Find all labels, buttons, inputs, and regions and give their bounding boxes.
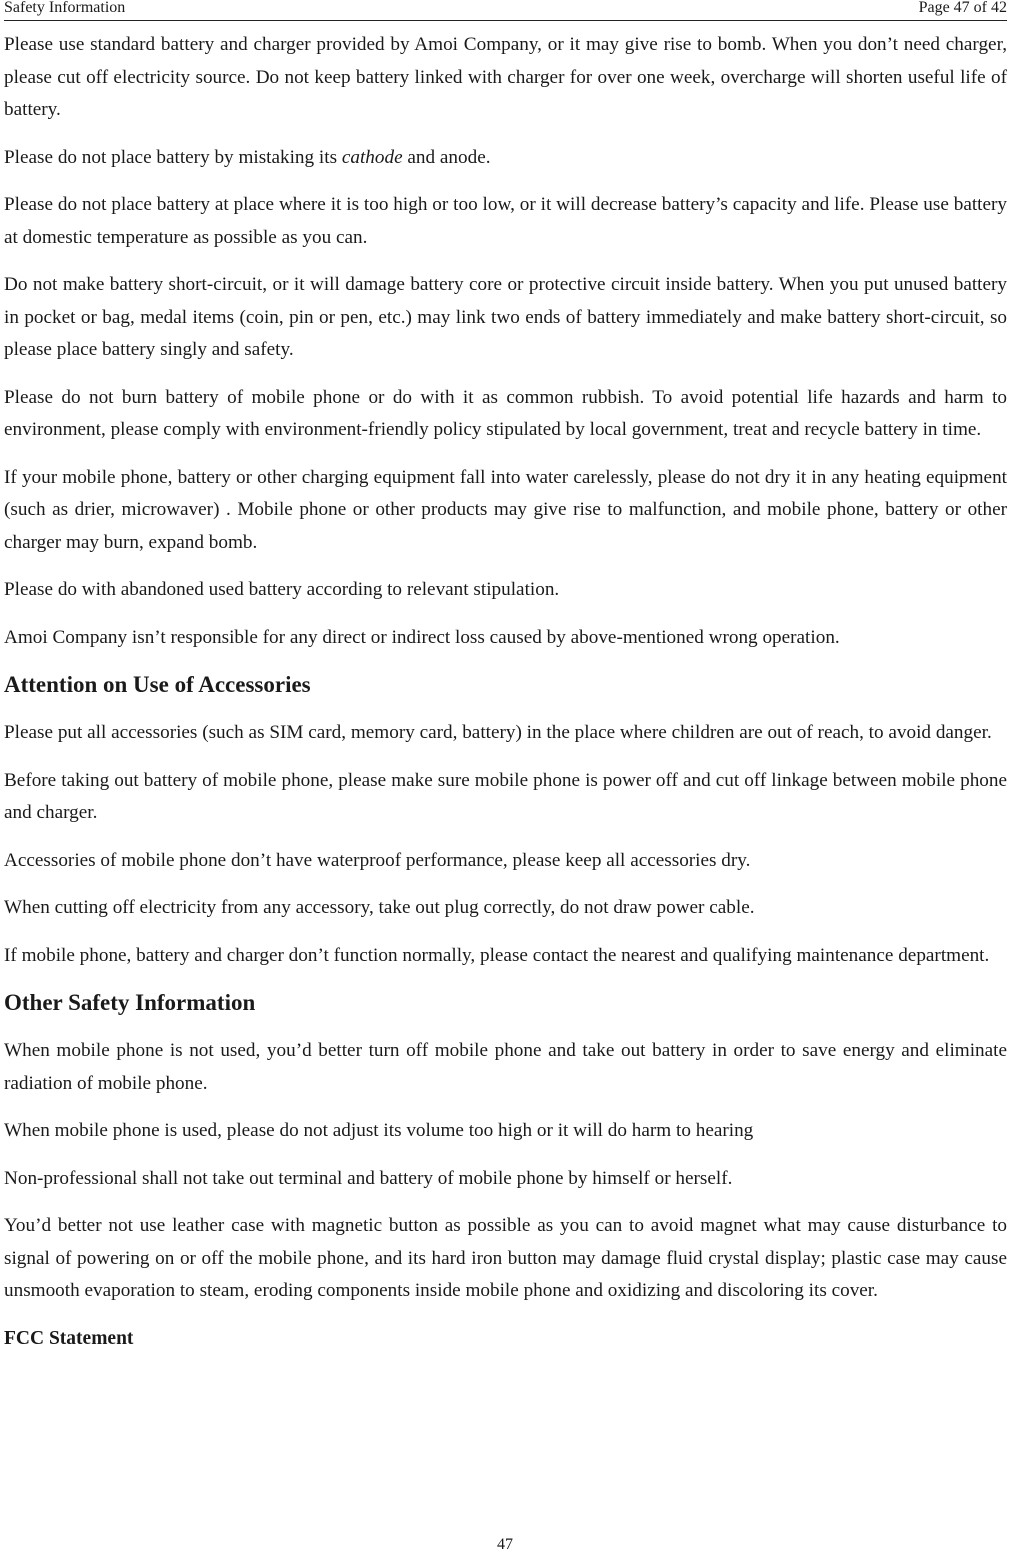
paragraph-liability: Amoi Company isn’t responsible for any direct or indirect loss caused by above-mentioned wrong operation.	[4, 626, 840, 648]
page-footer	[0, 1536, 1010, 1554]
paragraph-temperature: Please do not place battery at place where it is too high or too low, or it will decrease battery’s capacity and life. Please use battery at domestic temperature as possible as you can.	[4, 194, 1007, 248]
paragraph-accessories-children: Please put all accessories (such as SIM card, memory card, battery) in the place where children are out of reach, to avoid danger.	[4, 722, 992, 743]
header-section-title: Safety Information	[4, 0, 126, 16]
page-header	[4, 0, 1007, 21]
paragraph-cathode-anode	[4, 142, 1007, 175]
header-page-indicator: Page 47 of 42	[918, 0, 1007, 16]
paragraph-accessories-waterproof: Accessories of mobile phone don’t have waterproof performance, please keep all accessories dry.	[4, 849, 751, 871]
section-heading-fcc: FCC Statement	[4, 1327, 134, 1349]
paragraph-burn-battery: Please do not burn battery of mobile phone or do with it as common rubbish. To avoid potential life hazards and harm to environment, please comply with environment-friendly policy stipulated by local government, treat and recycle battery in time.	[4, 386, 1007, 440]
paragraph-accessories-maintenance: If mobile phone, battery and charger don’t function normally, please contact the nearest and qualifying maintenance department.	[4, 944, 990, 966]
paragraph-other-energy: When mobile phone is not used, you’d better turn off mobile phone and take out battery in order to save energy and eliminate radiation of mobile phone.	[4, 1040, 1007, 1094]
paragraph-accessories-plug: When cutting off electricity from any accessory, take out plug correctly, do not draw power cable.	[4, 897, 755, 918]
paragraph-short-circuit: Do not make battery short-circuit, or it will damage battery core or protective circuit inside battery. When you put unused battery in pocket or bag, medal items (coin, pin or pen, etc.) may link two ends of battery immediately and make battery short-circuit, so please place battery singly and safety.	[4, 274, 1007, 360]
section-heading-accessories: Attention on Use of Accessories	[4, 672, 311, 697]
paragraph-other-volume: When mobile phone is used, please do not adjust its volume too high or it will do harm to hearing	[4, 1120, 754, 1141]
section-heading-other-safety: Other Safety Information	[4, 990, 256, 1015]
page-content	[4, 29, 1007, 1355]
footer-page-number: 47	[497, 1536, 513, 1553]
paragraph-text: and anode.	[402, 146, 491, 168]
paragraph-other-nonprofessional: Non-professional shall not take out terminal and battery of mobile phone by himself or herself.	[4, 1167, 733, 1189]
paragraph-accessories-power-off: Before taking out battery of mobile phone, please make sure mobile phone is power off and cut off linkage between mobile phone and charger.	[4, 769, 1007, 823]
paragraph-water: If your mobile phone, battery or other charging equipment fall into water carelessly, please do not dry it in any heating equipment (such as drier, microwaver) . Mobile phone or other products may give rise to malfunction, and mobile phone, battery or other charger may burn, expand bomb.	[4, 466, 1007, 553]
paragraph-other-leather-case: You’d better not use leather case with magnetic button as possible as you can to avoid magnet what may cause disturbance to signal of powering on or off the mobile phone, and its hard iron button may damage fluid crystal display; plastic case may cause unsmooth evaporation to steam, eroding components inside mobile phone and oxidizing and discoloring its cover.	[4, 1215, 1007, 1301]
paragraph-text: Please do not place battery by mistaking its	[4, 146, 342, 168]
paragraph-abandoned-battery: Please do with abandoned used battery according to relevant stipulation.	[4, 579, 560, 600]
paragraph-standard-battery: Please use standard battery and charger provided by Amoi Company, or it may give rise to bomb. When you don’t need charger, please cut off electricity source. Do not keep battery linked with charger for over one week, overcharge will shorten useful life of battery.	[4, 34, 1007, 120]
italic-term: cathode	[341, 146, 403, 168]
